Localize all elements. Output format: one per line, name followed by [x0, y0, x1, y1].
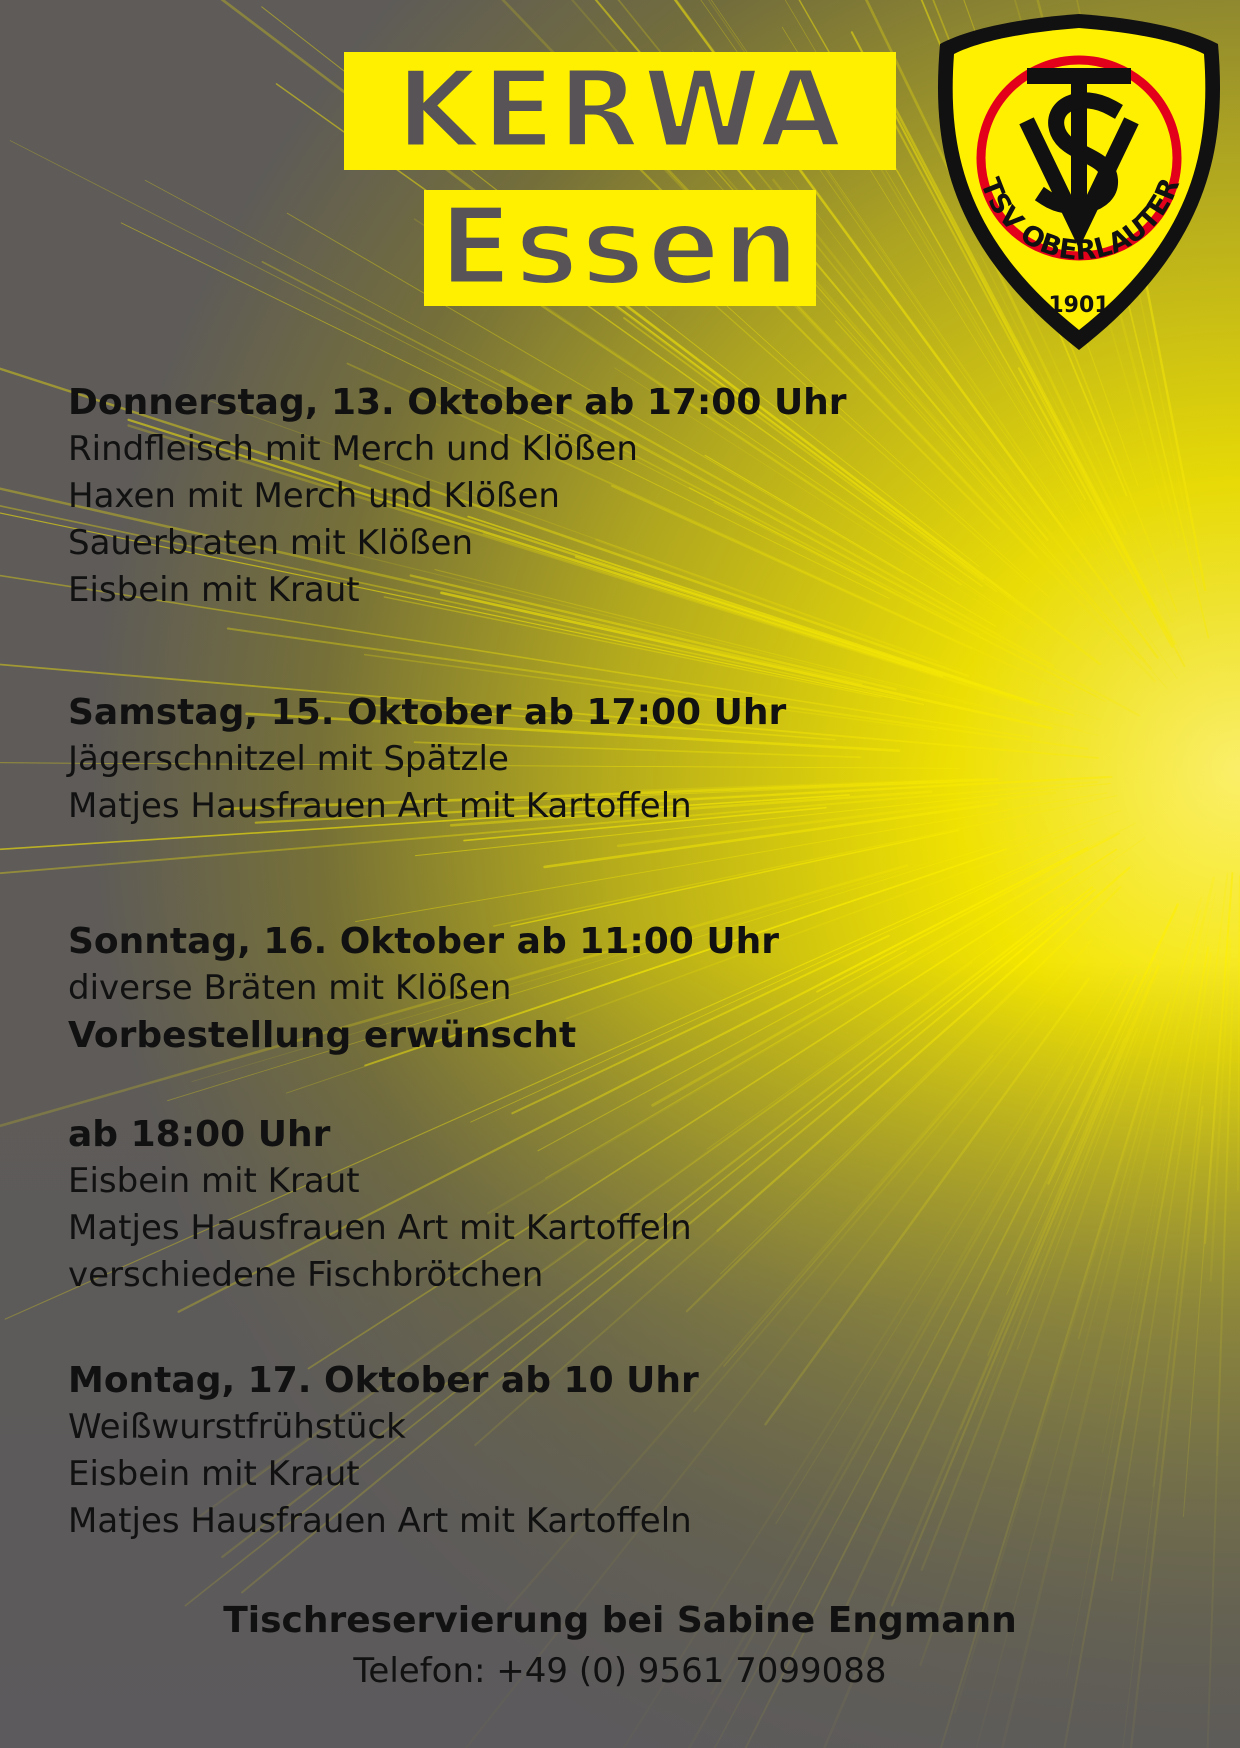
title-essen — [424, 185, 816, 310]
club-logo — [930, 8, 1228, 356]
logo-club-name-path: TSV OBERLAUTER — [974, 173, 1186, 267]
menu-item: Matjes Hausfrauen Art mit Kartoffeln — [68, 786, 692, 826]
menu-sunday-evening — [68, 1111, 692, 1299]
day-heading: Donnerstag, 13. Oktober ab 17:00 Uhr — [68, 382, 847, 423]
title-kerwa-text: KERWA — [395, 48, 845, 173]
title-kerwa — [344, 48, 896, 173]
menu-item: Matjes Hausfrauen Art mit Kartoffeln — [68, 1208, 692, 1248]
menu-item: Sauerbraten mit Klößen — [68, 523, 473, 563]
menu-day-sunday — [68, 918, 779, 1059]
menu-item: diverse Bräten mit Klößen — [68, 968, 512, 1008]
reservation-contact — [0, 1596, 1240, 1696]
time-heading: ab 18:00 Uhr — [68, 1114, 331, 1155]
menu-day-saturday — [68, 689, 786, 830]
menu-item: Matjes Hausfrauen Art mit Kartoffeln — [68, 1501, 692, 1541]
title-essen-text: Essen — [438, 185, 802, 310]
day-heading: Samstag, 15. Oktober ab 17:00 Uhr — [68, 692, 787, 733]
menu-item: Rindfleisch mit Merch und Klößen — [68, 429, 638, 469]
menu-item: Eisbein mit Kraut — [68, 1161, 360, 1201]
menu-item: Jägerschnitzel mit Spätzle — [68, 739, 509, 779]
reservation-text: Tischreservierung bei Sabine Engmann — [223, 1600, 1017, 1641]
day-heading: Sonntag, 16. Oktober ab 11:00 Uhr — [68, 921, 779, 962]
menu-item: Eisbein mit Kraut — [68, 570, 360, 610]
menu-day-monday — [68, 1357, 699, 1545]
menu-item: Haxen mit Merch und Klößen — [68, 476, 560, 516]
day-heading: Montag, 17. Oktober ab 10 Uhr — [68, 1360, 699, 1401]
menu-item: Eisbein mit Kraut — [68, 1454, 360, 1494]
preorder-note: Vorbestellung erwünscht — [68, 1015, 577, 1056]
menu-item: verschiedene Fischbrötchen — [68, 1255, 544, 1295]
logo-year: 1901 — [1048, 293, 1110, 318]
menu-day-thursday — [68, 379, 847, 614]
menu-item: Weißwurstfrühstück — [68, 1407, 406, 1447]
phone-number: Telefon: +49 (0) 9561 7099088 — [353, 1651, 887, 1691]
